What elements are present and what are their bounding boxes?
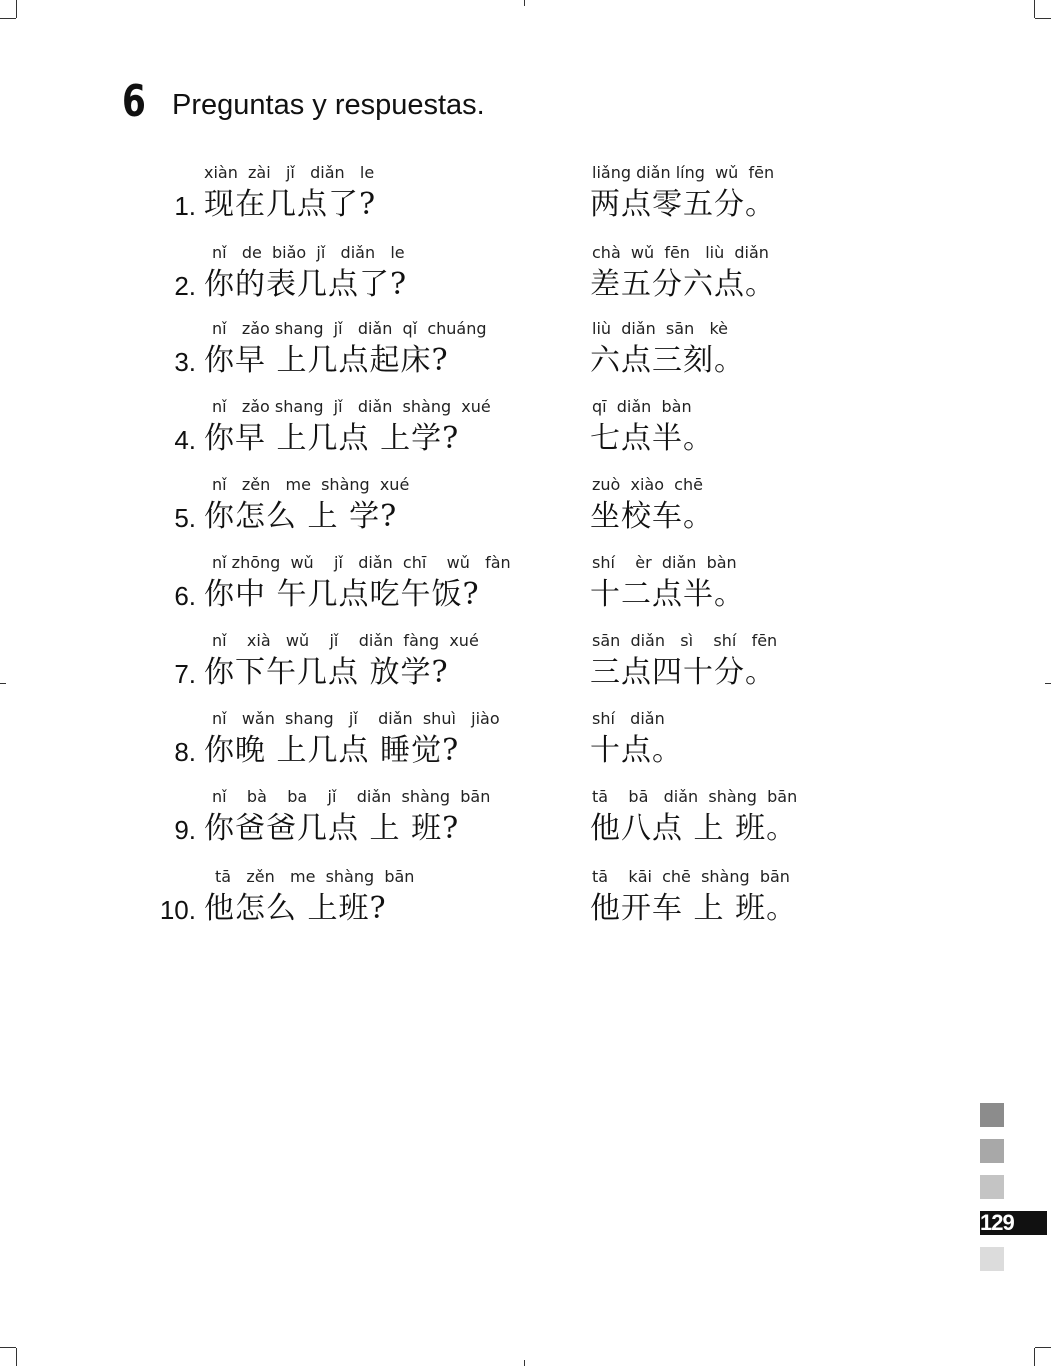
question-pinyin: xiàn zài jǐ diǎn le <box>204 163 375 182</box>
side-tab <box>980 1139 1004 1163</box>
answer-pinyin: chà wǔ fēn liù diǎn <box>592 243 769 262</box>
crop-mark <box>0 683 6 684</box>
answer-text: 六点三刻。 <box>590 343 745 378</box>
side-tab <box>980 1247 1004 1271</box>
answer-pinyin: liǎng diǎn líng wǔ fēn <box>592 163 775 182</box>
question-text: 你晚 上几点 睡觉? <box>204 733 460 768</box>
answer-text: 七点半。 <box>590 421 714 456</box>
answer-pinyin: sān diǎn sì shí fēn <box>592 631 778 650</box>
question-number: 8. <box>174 737 196 767</box>
question-number: 3. <box>174 347 196 377</box>
answer-text: 十点。 <box>590 733 683 768</box>
crop-mark <box>1045 683 1051 684</box>
page-number: 129 <box>980 1211 1047 1235</box>
answer-text: 他八点 上 班。 <box>590 811 798 846</box>
answer-pinyin: liù diǎn sān kè <box>592 319 728 338</box>
question-number: 10. <box>159 895 196 925</box>
answer-pinyin: zuò xiào chē <box>592 475 703 494</box>
question-text: 他怎么 上班? <box>204 891 387 926</box>
crop-mark <box>16 1348 17 1366</box>
question-text: 你下午几点 放学? <box>204 655 449 690</box>
question-pinyin: tā zěn me shàng bān <box>215 867 415 886</box>
question-number: 9. <box>174 815 196 845</box>
section-number: 6 <box>122 76 146 127</box>
question-text: 现在几点了? <box>204 187 377 222</box>
side-tab <box>980 1175 1004 1199</box>
answer-text: 十二点半。 <box>590 577 745 612</box>
crop-mark <box>0 1347 16 1348</box>
question-text: 你中 午几点吃午饭? <box>204 577 480 612</box>
question-pinyin: nǐ xià wǔ jǐ diǎn fàng xué <box>212 631 479 650</box>
question-number: 6. <box>174 581 196 611</box>
question-number: 4. <box>174 425 196 455</box>
question-pinyin: nǐ de biǎo jǐ diǎn le <box>212 243 405 262</box>
answer-text: 差五分六点。 <box>590 267 776 302</box>
question-text: 你的表几点了? <box>204 267 408 302</box>
crop-mark <box>524 0 525 6</box>
crop-mark <box>1035 1347 1051 1348</box>
question-number: 1. <box>174 191 196 221</box>
crop-mark <box>1034 0 1035 18</box>
question-pinyin: nǐ zěn me shàng xué <box>212 475 410 494</box>
question-pinyin: nǐ wǎn shang jǐ diǎn shuì jiào <box>212 709 500 728</box>
question-pinyin: nǐ zhōng wǔ jǐ diǎn chī wǔ fàn <box>212 553 511 572</box>
answer-pinyin: tā kāi chē shàng bān <box>592 867 790 886</box>
question-number: 7. <box>174 659 196 689</box>
side-tab <box>980 1103 1004 1127</box>
crop-mark <box>0 18 16 19</box>
question-text: 你怎么 上 学? <box>204 499 398 534</box>
question-pinyin: nǐ zǎo shang jǐ diǎn shàng xué <box>212 397 491 416</box>
crop-mark <box>524 1360 525 1366</box>
question-number: 2. <box>174 271 196 301</box>
question-text: 你早 上几点 上学? <box>204 421 460 456</box>
question-number: 5. <box>174 503 196 533</box>
answer-text: 他开车 上 班。 <box>590 891 798 926</box>
answer-pinyin: shí èr diǎn bàn <box>592 553 737 572</box>
crop-mark <box>1034 1348 1035 1366</box>
answer-pinyin: tā bā diǎn shàng bān <box>592 787 798 806</box>
crop-mark <box>16 0 17 18</box>
answer-text: 两点零五分。 <box>590 187 776 222</box>
question-text: 你早 上几点起床? <box>204 343 449 378</box>
answer-pinyin: shí diǎn <box>592 709 665 728</box>
crop-mark <box>1035 18 1051 19</box>
section-title: Preguntas y respuestas. <box>172 89 485 121</box>
question-pinyin: nǐ bà ba jǐ diǎn shàng bān <box>212 787 491 806</box>
answer-text: 坐校车。 <box>590 499 714 534</box>
answer-pinyin: qī diǎn bàn <box>592 397 692 416</box>
question-text: 你爸爸几点 上 班? <box>204 811 460 846</box>
question-pinyin: nǐ zǎo shang jǐ diǎn qǐ chuáng <box>212 319 487 338</box>
answer-text: 三点四十分。 <box>590 655 776 690</box>
